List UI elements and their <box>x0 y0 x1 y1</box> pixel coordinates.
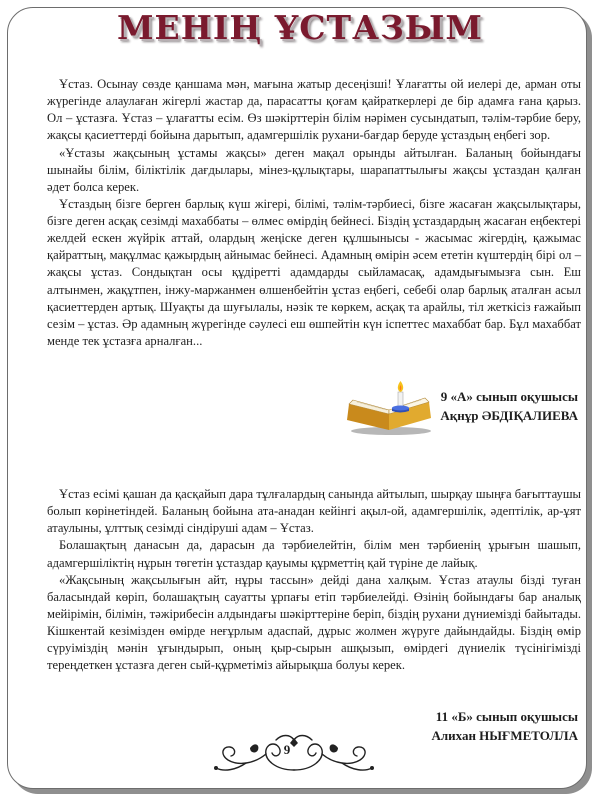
page-title: МЕНІҢ ҰСТАЗЫМ <box>117 8 483 47</box>
signature-1 <box>440 388 578 426</box>
essay-2-paragraph: Болашақтың данасын да, дарасын да тәрбиелейтін, білім мен тәрбиенің ұрығын шашып, адамгершіліктің нұрын төгетін ұстаздар қауымы құрметтің қай түріне де лайық. <box>47 538 581 570</box>
essay-2 <box>47 486 581 674</box>
signature-1-class: 9 «А» сынып оқушысы <box>440 389 578 404</box>
signature-2 <box>431 708 578 746</box>
page-number: 9 <box>283 742 291 757</box>
open-book-candle-icon <box>343 374 435 436</box>
essay-2-paragraph: Ұстаз есімі қашан да қасқайып дара тұлғалардың санында айтылып, шырқау шыңға бағыттаушы болып көрінетіндей. Баланың бойына ата-анадан кейінгі ақыл-ой, адамгершілік, әдептілік, ар-ұят атаулыны, ұлттық сезімді сіндіруші адам – Ұстаз. <box>47 487 581 536</box>
essay-2-paragraph: «Жақсының жақсылығын айт, нұры тассын» дейді дана халқым. Ұстаз атаулы бізді туған баласындай көріп, болашақтың сауатты ұрпағы етіп тәрбиелейді. Өзінің бойындағы бар аналық мейірімін, білімін, тәжірибесін алдындағы шәкірттеріне беріп, біздің рухани дүниемізді байытады. Кішкентай кезімізден өмірде неғұрлым адаспай, дұрыс жолмен жүруге дайындайды. Біздің өмір сүруіміздің мәнін ұғындырып, оның қыр-сырын ашқызып, өмірдегі дүниелік түсінігімізді тереңдеткен ұстазға деген сый-құрметіміз айырықша болуы керек. <box>47 572 581 673</box>
essay-1-paragraph: «Ұстазы жақсының ұстамы жақсы» деген мақал орынды айтылған. Баланың бойындағы шынайы білім, біліктілік дағдылары, мінез-құлықтары, шарапаттылығы жақсы ұстаздан қалған әдет болса керек. <box>47 145 581 194</box>
essay-1 <box>47 76 581 350</box>
signature-1-author: Ақнұр ӘБДІҚАЛИЕВА <box>440 407 578 423</box>
essay-1-paragraph: Ұстаз. Осынау сөзде қаншама мән, мағына жатыр десеңізші! Ұлағатты ой иелері де, арман оты жүрегінде алаулаған жігерлі жастар да, парасатты қоғам қайраткерлері де бір адамға ғана қарыз. Ол – ұстазға. Ұстаз – ұлағатты есім. Өз шәкірттерін білім нәрімен сусындатып, тәлім-тәрбие беру, жақсы қасиеттерді бойына дарытып, адамгершілік рухани-бағдар беруде ұстаздың еңбегі зор. <box>47 77 581 143</box>
signature-2-author: Алихан НЫҒМЕТОЛЛА <box>431 727 578 743</box>
signature-2-class: 11 «Б» сынып оқушысы <box>435 709 578 724</box>
essay-1-paragraph: Ұстаздың бізге берген барлық күш жігері, білімі, тәлім-тәрбиесі, бізге жасаған жақсылықтары, бізге деген асқақ сезімді махаббаты – өлмес өмірдің бейнесі. Біздің ұстаздардың жасаған еңбектері желдей ескен жүйрік аттай, олардың жеңіске деген құлшынысы - жасымас жігердің, қажымас қайраттың, мақұлмас қажырдың айнымас бейнесі. Адамның өмірін әсем ететін күштердің бірі ол – жақсы ұстаз. Сондықтан осы құдіретті адамдарды сыйламасақ, адамдығымызға сын. Еш алтынмен, жақұтпен, інжу-маржанмен өлшенбейтін ұстаз еңбегі, себебі олар барлық аталған асыл қасиеттерден артық. Шуақты да шуғылалы, нәзік те көркем, асқақ та арайлы, тіл жеткісіз ғажайып сезім – ұстаз. Әр адамның жүрегінде сәулесі еш өшпейтін күн іспеттес махаббат бар. Бұл махаббат менде тек ұстазға арналған... <box>47 196 581 348</box>
